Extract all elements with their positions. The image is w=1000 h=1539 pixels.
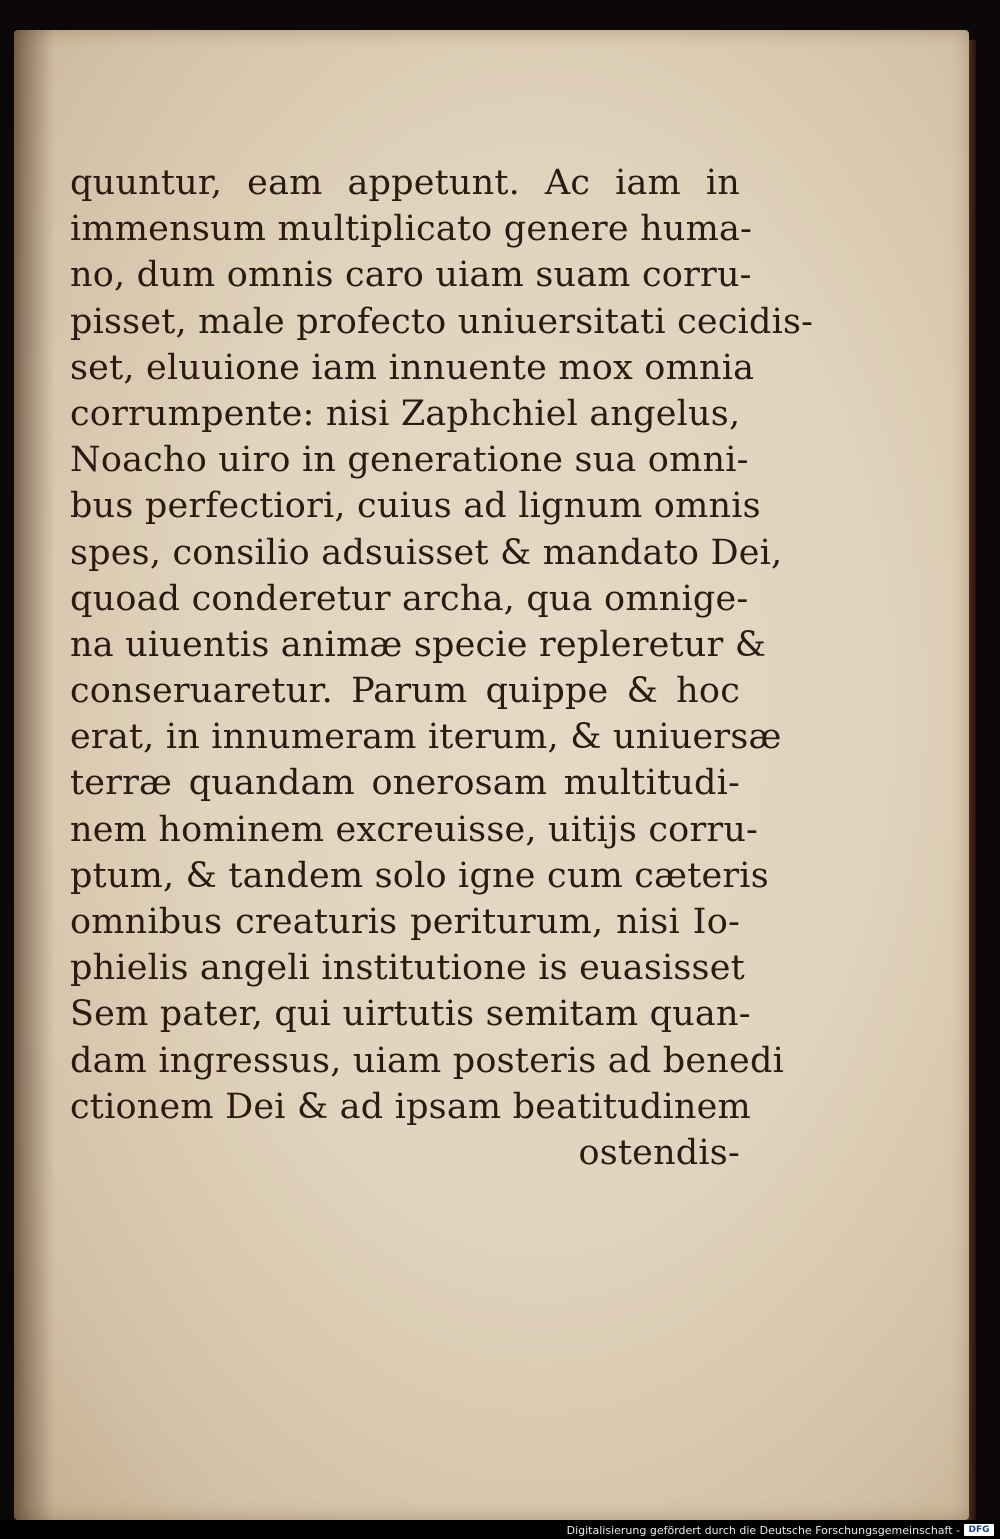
text-line: omnibus creaturis periturum, nisi Io- [70,902,740,942]
footer-bar [0,1520,1000,1539]
text-line: erat, in innumeram iterum, & uniuersæ [70,717,782,758]
text-line: Sem pater, qui uirtutis semitam quan- [70,994,751,1035]
text-line: pisset, male profecto uniuersitati cecidis- [70,301,814,342]
text-line: conseruaretur. Parum quippe & hoc [70,671,740,712]
text-line: terræ quandam onerosam multitudi- [70,763,740,804]
page-text [70,160,814,1176]
catchword: ostendis- [578,1132,740,1173]
text-line: set, eluuione iam innuente mox omnia [70,347,755,388]
text-line: dam ingressus, uiam posteris ad benedi [70,1040,784,1081]
text-line: no, dum omnis caro uiam suam corru- [70,255,752,296]
dfg-logo-icon: DFG [964,1524,994,1536]
text-line: immensum multiplicato genere huma- [70,209,753,250]
text-line: phielis angeli institutione is euasisset [70,948,745,989]
text-line: bus perfectiori, cuius ad lignum omnis [70,486,761,527]
text-line: spes, consilio adsuisset & mandato Dei, [70,532,783,573]
funding-credit: Digitalisierung gefördert durch die Deutsche Forschungsgemeinschaft - [566,1524,960,1537]
text-line: na uiuentis animæ specie repleretur & [70,624,767,665]
text-line: corrumpente: nisi Zaphchiel angelus, [70,393,741,434]
text-line: quoad conderetur archa, qua omnige- [70,578,749,619]
text-line: quuntur, eam appetunt. Ac iam in [70,163,740,203]
text-line: nem hominem excreuisse, uitijs corru- [70,809,759,850]
text-line: Noacho uiro in generatione sua omni- [70,440,749,481]
text-line: ptum, & tandem solo igne cum cæteris [70,855,769,896]
text-line: ctionem Dei & ad ipsam beatitudinem [70,1086,751,1127]
